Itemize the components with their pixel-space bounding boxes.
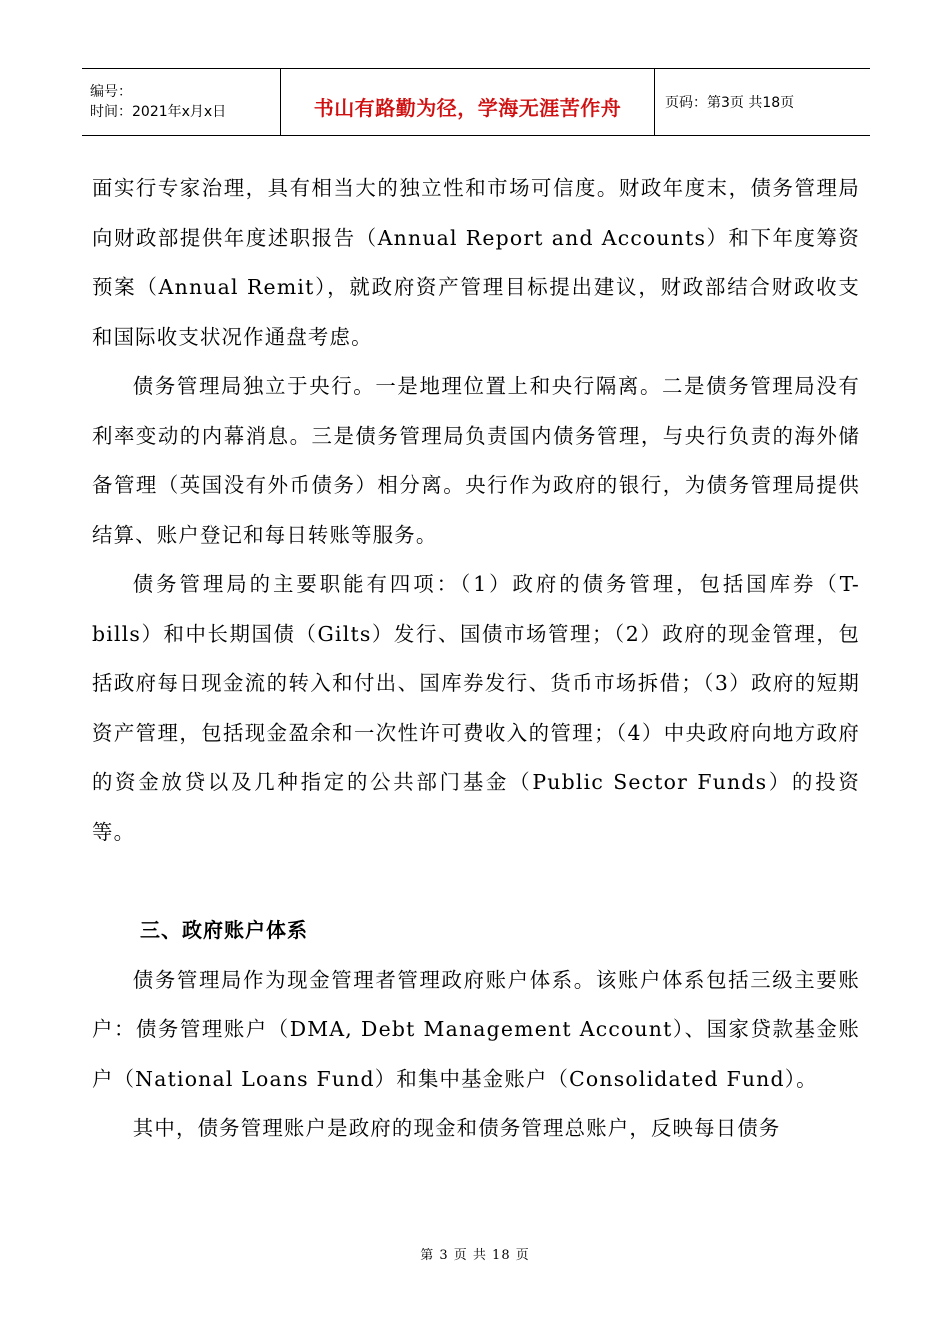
paragraph: 面实行专家治理，具有相当大的独立性和市场可信度。财政年度末，债务管理局向财政部提供年度述职报告（Annual Report and Accounts）和下年度筹资预案（Annual Remit），就政府资产管理目标提出建议，财政部结合财政收支和国际收支状况作通盘考虑。 (92, 176, 860, 349)
header-page-cell (655, 69, 870, 135)
serial-number-label: 编号： (90, 84, 132, 100)
paragraph: 债务管理局独立于央行。一是地理位置上和央行隔离。二是债务管理局没有利率变动的内幕消息。三是债务管理局负责国内债务管理，与央行负责的海外储备管理（英国没有外币债务）相分离。央行作为政府的银行，为债务管理局提供结算、账户登记和每日转账等服务。 (92, 374, 860, 547)
paragraph: 债务管理局作为现金管理者管理政府账户体系。该账户体系包括三级主要账户：债务管理账户（DMA, Debt Management Account）、国家贷款基金账户（National Loans Fund）和集中基金账户（Consolidated Fund）。 (92, 967, 860, 1091)
header-motto: 书山有路勤为径，学海无涯苦作舟 (313, 95, 622, 120)
page-header (82, 68, 870, 136)
page-footer: 第 3 页 共 18 页 (420, 1248, 530, 1263)
date-label: 时间：2021年x月x日 (90, 104, 227, 120)
section-heading: 三、政府账户体系 (140, 918, 308, 942)
header-motto-cell (281, 69, 655, 135)
document-body (92, 164, 860, 1154)
paragraph: 债务管理局的主要职能有四项：（1）政府的债务管理，包括国库券（T-bills）和中长期国债（Gilts）发行、国债市场管理；（2）政府的现金管理，包括政府每日现金流的转入和付出、国库券发行、货币市场拆借；（3）政府的短期资产管理，包括现金盈余和一次性许可费收入的管理；（4）中央政府向地方政府的资金放贷以及几种指定的公共部门基金（Public Sector Funds）的投资等。 (92, 572, 860, 844)
header-page-info: 页码：第3页 共18页 (665, 95, 795, 111)
paragraph: 其中，债务管理账户是政府的现金和债务管理总账户，反映每日债务 (132, 1116, 781, 1140)
header-meta (82, 69, 281, 135)
